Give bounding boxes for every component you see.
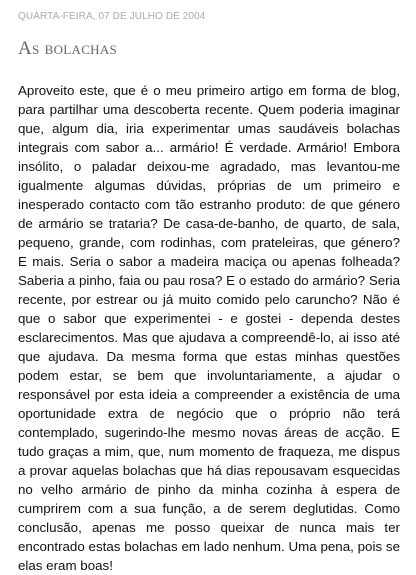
blog-post (18, 0, 400, 575)
post-title: As bolachas (18, 38, 118, 59)
post-date: QUARTA-FEIRA, 07 DE JULHO DE 2004 (18, 11, 206, 22)
post-body: Aproveito este, que é o meu primeiro artigo em forma de blog, para partilhar uma descoberta recente. Quem poderia imaginar que, algum dia, iria experimentar umas saudáveis bolachas integrais com sabor a... armário! É verdade. Armário! Embora insólito, o paladar deixou-me agradado, mas levantou-me igualmente algumas dúvidas, próprias de um primeiro e inesperado contacto com tão estranho produto: de que género de armário se trataria? De casa-de-banho, de quarto, de sala, pequeno, grande, com rodinhas, com prateleiras, que género? E mais. Seria o sabor a madeira maciça ou apenas folheada? Saberia a pinho, faia ou pau rosa? E o estado do armário? Seria recente, por estrear ou já muito comido pelo caruncho? Não é que o sabor que experimentei - e gostei - dependa destes esclarecimentos. Mas que ajudava a compreendê-lo, ai isso até que ajudava. Da mesma forma que estas minhas questões podem estar, se bem que involuntariamente, a ajudar o responsável por esta ideia a compreender a existência de uma oportunidade extra de negócio que o próprio não terá contemplado, sugerindo-lhe mesmo novas áreas de acção. E tudo graças a mim, que, num momento de fraqueza, me dispus a provar aquelas bolachas que há dias repousavam esquecidas no velho armário de pinho da minha cozinha à espera de cumprirem com a sua função, a de serem deglutidas. Como conclusão, apenas me posso queixar de nunca mais ter encontrado estas bolachas em lado nenhum. Uma pena, pois se elas eram boas! (18, 83, 400, 573)
